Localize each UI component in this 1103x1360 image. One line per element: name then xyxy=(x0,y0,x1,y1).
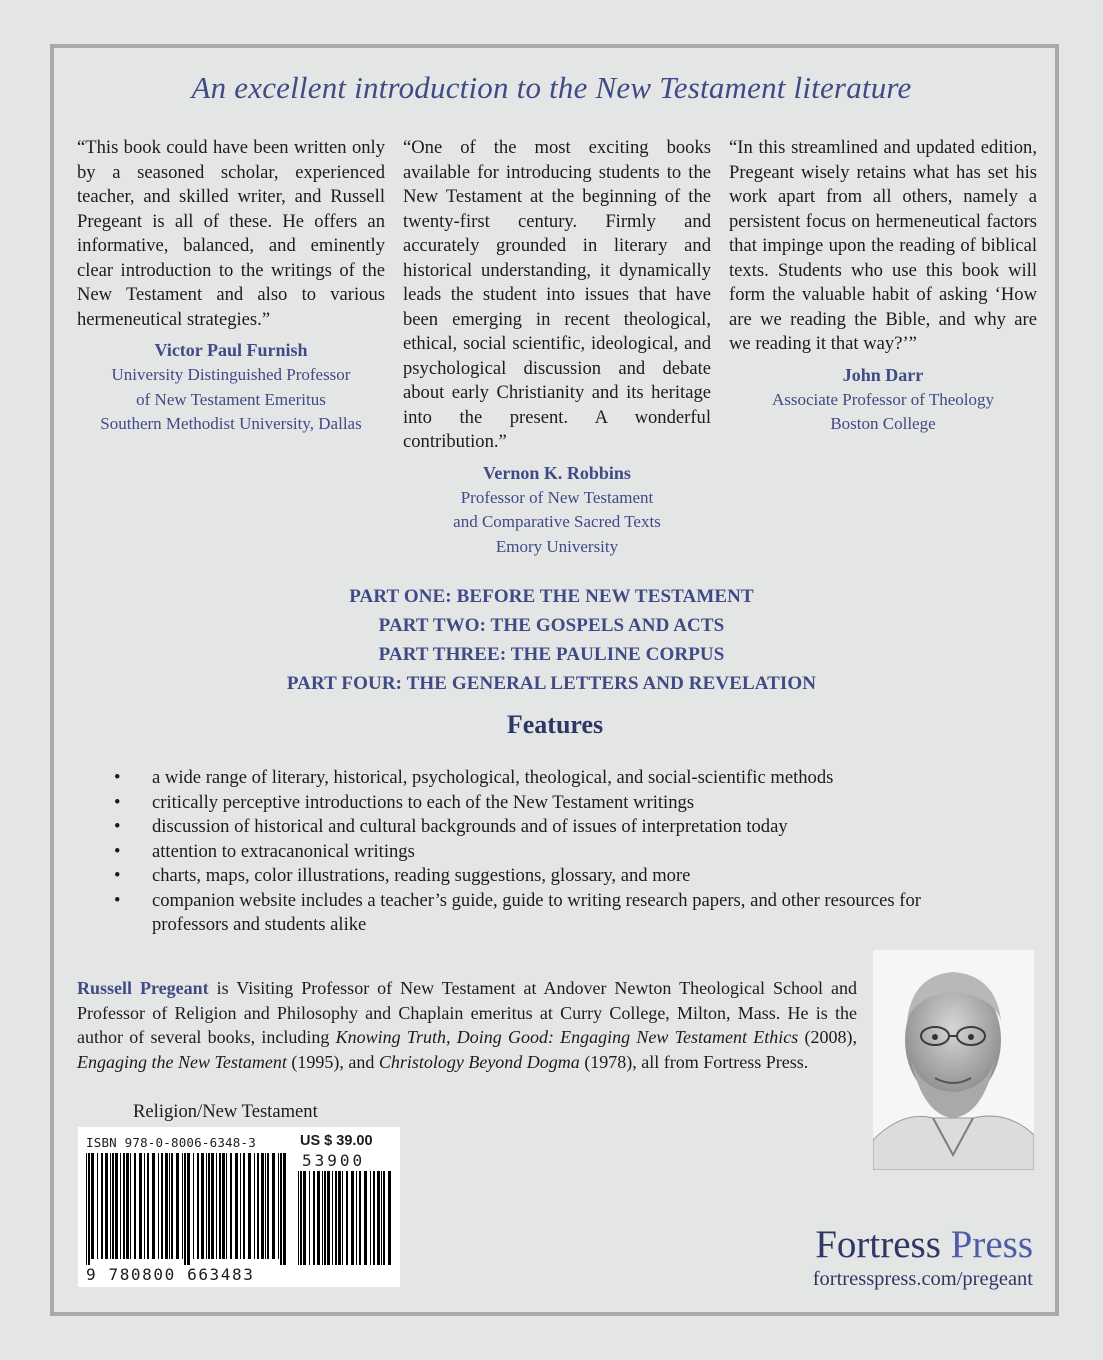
barcode-bar xyxy=(303,1171,306,1265)
barcode-bar xyxy=(187,1153,190,1265)
feature-text: a wide range of literary, historical, psychological, theological, and social-scientific methods xyxy=(152,767,834,788)
barcode-bar xyxy=(377,1171,380,1265)
barcode-bar xyxy=(184,1153,186,1265)
barcode-bar xyxy=(193,1153,194,1259)
barcode-bar xyxy=(342,1171,343,1265)
bullet-icon: • xyxy=(114,840,121,862)
barcode-bar xyxy=(105,1153,108,1259)
feature-item xyxy=(110,840,990,865)
barcode-bar xyxy=(265,1153,266,1259)
barcode-bar xyxy=(226,1153,227,1259)
author-affiliation: Boston College xyxy=(830,414,936,433)
author-affiliation: Southern Methodist University, Dallas xyxy=(100,414,362,433)
barcode-bar xyxy=(254,1153,255,1259)
feature-text: discussion of historical and cultural backgrounds and of issues of interpretation today xyxy=(152,816,788,837)
table-of-contents xyxy=(0,582,1103,698)
feature-text: critically perceptive introductions to each of the New Testament writings xyxy=(152,791,695,813)
feature-text: companion website includes a teacher’s guide, guide to writing research papers, and other resources for professors and students alike xyxy=(152,889,921,935)
book-title: Knowing Truth, Doing Good: Engaging New Testament Ethics xyxy=(335,1027,799,1047)
barcode-bar xyxy=(356,1171,357,1265)
barcode-bar xyxy=(324,1171,326,1265)
category-label: Religion/New Testament xyxy=(133,1101,318,1122)
bullet-icon: • xyxy=(114,865,121,886)
barcode-bar xyxy=(171,1153,173,1259)
barcode-bar xyxy=(134,1153,136,1259)
feature-item xyxy=(110,815,990,840)
barcode-bar xyxy=(197,1153,199,1259)
feature-item xyxy=(110,766,990,791)
barcode-bar xyxy=(182,1153,183,1259)
part-heading: PART TWO: THE GOSPELS AND ACTS xyxy=(378,615,725,636)
author-bio xyxy=(77,976,857,1074)
part-heading: PART FOUR: THE GENERAL LETTERS AND REVELATION xyxy=(286,673,817,694)
barcode-bar xyxy=(97,1153,98,1259)
bio-author-name: Russell Pregeant xyxy=(77,978,209,998)
ean-barcode-icon xyxy=(84,1153,288,1265)
barcode-bar xyxy=(144,1153,145,1259)
bio-text: (1978), all from Fortress Press. xyxy=(579,1051,809,1072)
barcode-bar xyxy=(280,1153,282,1265)
barcode-bar xyxy=(248,1153,251,1259)
barcode-bar xyxy=(219,1153,221,1259)
quote-text: “In this streamlined and updated edition, Pregeant wisely retains what has set his work apart from all others, namely a persistent focus on hermeneutical factors that impinge upon the reading of biblical texts. Students who use this book will form the valuable habit of asking ‘How are we reading the Bible, and why are we reading it that way?’” xyxy=(729,137,1037,354)
author-photo xyxy=(873,950,1034,1170)
barcode-bar xyxy=(110,1153,111,1259)
author-title: University Distinguished Professor xyxy=(111,365,351,384)
author-title: Professor of New Testament xyxy=(460,487,654,507)
barcode-bar xyxy=(211,1153,214,1259)
barcode-bar xyxy=(176,1153,179,1259)
barcode-bar xyxy=(216,1153,217,1259)
publisher-name-second: Press xyxy=(940,1223,1033,1266)
part-heading: PART THREE: THE PAULINE CORPUS xyxy=(378,644,725,665)
quote-attribution xyxy=(729,363,1037,437)
barcode-bar xyxy=(300,1171,302,1265)
barcode-bar xyxy=(346,1171,348,1265)
barcode-bar xyxy=(169,1153,170,1259)
price-text: US $ 39.00 xyxy=(300,1133,373,1149)
author-title: of New Testament Emeritus xyxy=(136,389,326,409)
barcode-bar xyxy=(88,1153,90,1265)
barcode-bar xyxy=(139,1153,142,1259)
barcode-bar xyxy=(373,1171,375,1265)
quote-attribution xyxy=(403,461,711,560)
barcode-bar xyxy=(338,1171,341,1265)
barcode-bar xyxy=(278,1153,279,1259)
feature-text: attention to extracanonical writings xyxy=(152,840,415,862)
barcode-bar xyxy=(332,1171,333,1265)
barcode-bar xyxy=(283,1153,286,1265)
part-heading: PART ONE: BEFORE THE NEW TESTAMENT xyxy=(349,586,754,607)
quote-author: Vernon K. Robbins xyxy=(483,462,631,483)
feature-item xyxy=(110,889,990,938)
bullet-icon: • xyxy=(114,767,121,788)
barcode-bar xyxy=(152,1153,155,1259)
barcode-bar xyxy=(240,1153,241,1259)
barcode-bar xyxy=(91,1153,94,1259)
feature-item xyxy=(110,864,990,889)
barcode-bar xyxy=(147,1153,149,1259)
barcode-bar xyxy=(351,1171,354,1265)
barcode-bar xyxy=(335,1171,337,1265)
bio-text: (2008), xyxy=(798,1027,857,1047)
author-portrait-icon xyxy=(873,950,1034,1170)
barcode-bar xyxy=(130,1153,131,1259)
quote-column-1 xyxy=(77,136,385,437)
feature-item xyxy=(110,791,990,816)
publisher-block xyxy=(813,1223,1033,1291)
author-affiliation: Emory University xyxy=(495,536,619,556)
barcode-bar xyxy=(243,1153,245,1259)
features-list xyxy=(110,766,990,938)
quote-author: John Darr xyxy=(842,364,924,385)
tagline: An excellent introduction to the New Testament literature xyxy=(191,70,912,105)
author-title: and Comparative Sacred Texts xyxy=(453,512,661,531)
bullet-icon: • xyxy=(114,889,121,911)
barcode-bar xyxy=(327,1171,330,1265)
ean-digits: 9 780800 663483 xyxy=(86,1265,255,1284)
barcode-bar xyxy=(235,1153,238,1259)
barcode-bar xyxy=(383,1171,385,1265)
barcode-bar xyxy=(257,1153,259,1259)
barcode-bar xyxy=(165,1153,168,1259)
barcode-block xyxy=(78,1127,400,1287)
book-title: Christology Beyond Dogma xyxy=(378,1051,580,1072)
barcode-bar xyxy=(317,1171,320,1265)
bullet-icon: • xyxy=(114,791,121,813)
features-heading: Features xyxy=(506,710,604,739)
barcode-bar xyxy=(161,1153,163,1259)
barcode-bar xyxy=(201,1153,204,1259)
publisher-name xyxy=(813,1223,1033,1267)
barcode-bar xyxy=(364,1171,367,1265)
quote-text: “One of the most exciting books available for introducing students to the New Testament at the beginning of the twenty-first century. Firmly and accurately grounded in literary and historical understanding, it dynamically leads the student into issues that have been emerging in recent theological, ethical, social scientific, ideological, and psychological discussion and debate about early Christianity and its heritage into the present. A wonderful contribution.” xyxy=(403,137,711,452)
barcode-bar xyxy=(123,1153,125,1259)
barcode-bar xyxy=(112,1153,114,1259)
barcode-bar xyxy=(126,1153,129,1259)
barcode-bar xyxy=(309,1171,310,1265)
barcode-bar xyxy=(313,1171,315,1265)
bio-text: is Visiting Professor of New Testament at Andover Newton Theological School and Professor of Religion and Philosophy and Chaplain emeritus at Curry College, Milton, Mass. He is the author of several books, including xyxy=(77,978,857,1047)
barcode-bar xyxy=(206,1153,207,1259)
barcode-bar xyxy=(120,1153,121,1259)
barcode-bar xyxy=(298,1171,299,1265)
barcode-bar xyxy=(261,1153,264,1259)
quote-author: Victor Paul Furnish xyxy=(154,340,308,360)
bio-text: (1995), and xyxy=(286,1051,379,1072)
publisher-name-first: Fortress xyxy=(815,1223,941,1266)
publisher-url: fortresspress.com/pregeant xyxy=(812,1268,1033,1290)
barcode-bar xyxy=(222,1153,225,1259)
quote-attribution xyxy=(77,338,385,437)
isbn-text: ISBN 978-0-8006-6348-3 xyxy=(86,1135,256,1150)
feature-text: charts, maps, color illustrations, reading suggestions, glossary, and more xyxy=(152,865,691,886)
barcode-bar xyxy=(230,1153,232,1259)
barcode-bar xyxy=(208,1153,210,1259)
barcode-bar xyxy=(359,1171,361,1265)
barcode-bar xyxy=(101,1153,103,1259)
barcode-bar xyxy=(158,1153,159,1259)
book-title: Engaging the New Testament xyxy=(77,1051,287,1072)
bullet-icon: • xyxy=(114,816,121,837)
barcode-bar xyxy=(370,1171,371,1265)
barcode-bar xyxy=(115,1153,118,1259)
author-title: Associate Professor of Theology xyxy=(771,389,995,409)
barcode-bar xyxy=(381,1171,382,1265)
quote-text: “This book could have been written only by a seasoned scholar, experienced teacher, and skilled writer, and Russell Pregeant is all of these. He offers an informative, balanced, and eminently clear introduction to the writings of the New Testament and also to various hermeneutical strategies.” xyxy=(77,137,385,330)
price-barcode-icon xyxy=(296,1171,392,1265)
price-code: 53900 xyxy=(302,1151,366,1170)
barcode-bar xyxy=(272,1153,275,1259)
barcode-bar xyxy=(322,1171,323,1265)
quote-column-3 xyxy=(729,136,1037,437)
barcode-bar xyxy=(388,1171,391,1265)
barcode-bar xyxy=(86,1153,87,1265)
quote-column-2 xyxy=(403,136,711,559)
barcode-bar xyxy=(267,1153,269,1259)
